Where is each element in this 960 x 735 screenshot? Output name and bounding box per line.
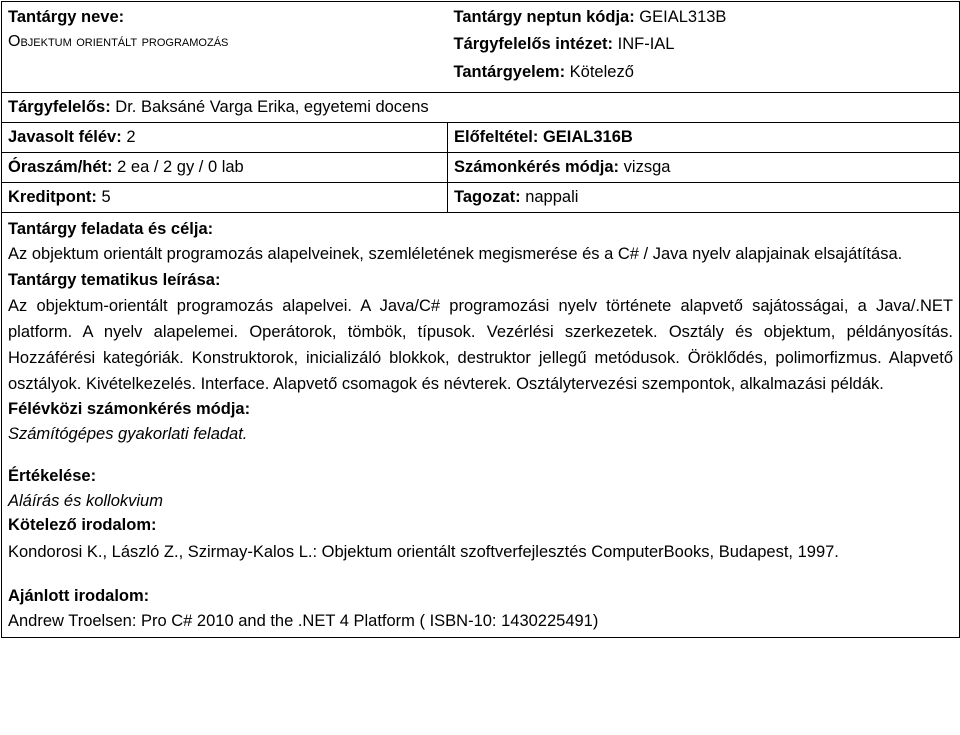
evaluation-text: Aláírás és kollokvium [8,492,163,510]
spacer-2 [8,566,953,584]
division-value: nappali [525,188,579,206]
header-row [2,2,960,93]
neptun-code-value: GEIAL313B [639,8,727,26]
exam-type-cell [448,153,960,183]
course-element-label: Tantárgyelem: [453,63,566,81]
topics-text: Az objektum-orientált programozás alapelvei. A Java/C# programozási nyelv története alapvető sajátosságai, a Java/.NET platform. A nyelv alapelemei. Operátorok, tömbök, típusok. Vezérlési szerkezetek. Osztály és objektum, példányosítás. Hozzáférési kategóriák. Konstruktorok, inicializáló blokkok, destruktor jellegű metódusok. Öröklődés, polimorfizmus. Alapvető osztályok. Kivételkezelés. Interface. Alapvető csomagok és névterek. Osztálytervezési szempontok, alkalmazási példák. [8,297,953,393]
course-table [1,1,960,638]
division-cell [448,183,960,213]
exam-type-label: Számonkérés módja: [454,158,620,176]
semester-value: 2 [126,128,136,146]
hours-row [2,153,960,183]
credits-value: 5 [101,188,111,206]
institute-value: INF-IAL [617,35,675,53]
required-literature-text: Kondorosi K., László Z., Szirmay-Kalos L.: Objektum orientált szoftverfejlesztés ComputerBooks, Budapest, 1997. [8,543,839,561]
responsible-cell [2,93,960,123]
responsible-row [2,93,960,123]
topics-label [8,268,953,293]
goal-text: Az objektum orientált programozás alapelveinek, szemléletének megismerése és a C# / Java nyelv alapjainak elsajátítása. [8,245,903,263]
credits-row [2,183,960,213]
course-name-value: Objektum orientált programozás [8,33,229,50]
recommended-literature-label [8,584,953,609]
credits-cell [2,183,448,213]
responsible-label: Tárgyfelelős: [8,98,111,116]
credits-label: Kreditpont: [8,188,97,206]
body-cell [2,213,960,638]
prerequisite-cell [448,123,960,153]
required-literature-label [8,513,953,538]
evaluation-label-text: Értékelése: [8,467,97,485]
spacer [8,446,953,464]
evaluation-label [8,464,953,489]
hours-cell [2,153,448,183]
recommended-literature-text: Andrew Troelsen: Pro C# 2010 and the .NET 4 Platform ( ISBN-10: 1430225491) [8,612,599,630]
responsible-value: Dr. Baksáné Varga Erika, egyetemi docens [115,98,429,116]
goal-label [8,217,953,242]
midterm-text: Számítógépes gyakorlati feladat. [8,425,248,443]
hours-value: 2 ea / 2 gy / 0 lab [117,158,244,176]
topics-label-text: Tantárgy tematikus leírása: [8,271,221,289]
semester-cell [2,123,448,153]
required-literature-label-text: Kötelező irodalom: [8,516,157,534]
hours-label: Óraszám/hét: [8,158,113,176]
course-codes-cell [448,2,960,93]
semester-row [2,123,960,153]
semester-label: Javasolt félév: [8,128,122,146]
body-row [2,213,960,638]
course-name-label: Tantárgy neve: [8,8,125,26]
course-description-document [0,1,960,638]
midterm-label-text: Félévközi számonkérés módja: [8,400,251,418]
neptun-code-label: Tantárgy neptun kódja: [453,8,635,26]
division-label: Tagozat: [454,188,521,206]
exam-type-value: vizsga [623,158,671,176]
recommended-literature-label-text: Ajánlott irodalom: [8,587,150,605]
prerequisite-value: GEIAL316B [542,128,633,146]
goal-label-text: Tantárgy feladata és célja: [8,220,214,238]
course-name-cell [2,2,448,93]
midterm-label [8,397,953,422]
institute-label: Tárgyfelelős intézet: [453,35,614,53]
prerequisite-label: Előfeltétel: [454,128,539,146]
course-element-value: Kötelező [569,63,634,81]
